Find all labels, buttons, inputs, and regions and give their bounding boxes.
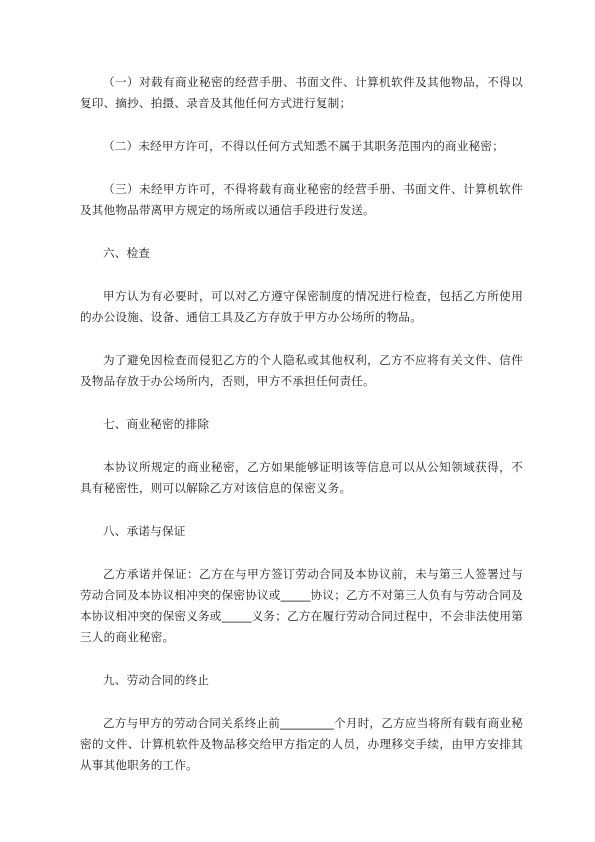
clause-1-item-1: （一）对载有商业秘密的经营手册、书面文件、计算机软件及其他物品，不得以复印、摘抄、拍摄、录音及其他任何方式进行复制； — [80, 75, 523, 110]
document-body — [80, 72, 523, 798]
clause-1-item-2: （二）未经甲方许可，不得以任何方式知悉不属于其职务范围内的商业秘密； — [103, 139, 504, 153]
section-heading-commitment: 八、承诺与保证 — [103, 524, 186, 538]
section-heading-exclusion: 七、商业秘密的排除 — [103, 417, 210, 431]
section-heading-termination: 九、劳动合同的终止 — [103, 673, 210, 687]
inspection-paragraph-2: 为了避免因检查而侵犯乙方的个人隐私或其他权利，乙方不应将有关文件、信件及物品存放于办公场所内，否则，甲方不承担任何责任。 — [80, 353, 523, 388]
clause-1-item-3: （三）未经甲方许可，不得将载有商业秘密的经营手册、书面文件、计算机软件及其他物品带离甲方规定的场所或以通信手段进行发送。 — [80, 182, 523, 217]
commitment-paragraph: 乙方承诺并保证：乙方在与甲方签订劳动合同及本协议前，未与第三人签署过与劳动合同及本协议相冲突的保密协议或_____协议；乙方不对第三人负有与劳动合同及本协议相冲突的保密义务或_____义务；乙方在履行劳动合同过程中，不会非法使用第三人的商业秘密。 — [80, 567, 523, 644]
inspection-paragraph-1: 甲方认为有必要时，可以对乙方遵守保密制度的情况进行检查，包括乙方所使用的办公设施、设备、通信工具及乙方存放于甲方办公场所的物品。 — [80, 289, 523, 324]
termination-paragraph: 乙方与甲方的劳动合同关系终止前_________个月时，乙方应当将所有载有商业秘密的文件、计算机软件及物品移交给甲方指定的人员，办理移交手续，由甲方安排其从事其他职务的工作。 — [80, 716, 523, 772]
section-heading-inspection: 六、检查 — [103, 246, 151, 260]
exclusion-paragraph: 本协议所规定的商业秘密，乙方如果能够证明该等信息可以从公知领域获得，不具有秘密性，则可以解除乙方对该信息的保密义务。 — [80, 460, 523, 495]
